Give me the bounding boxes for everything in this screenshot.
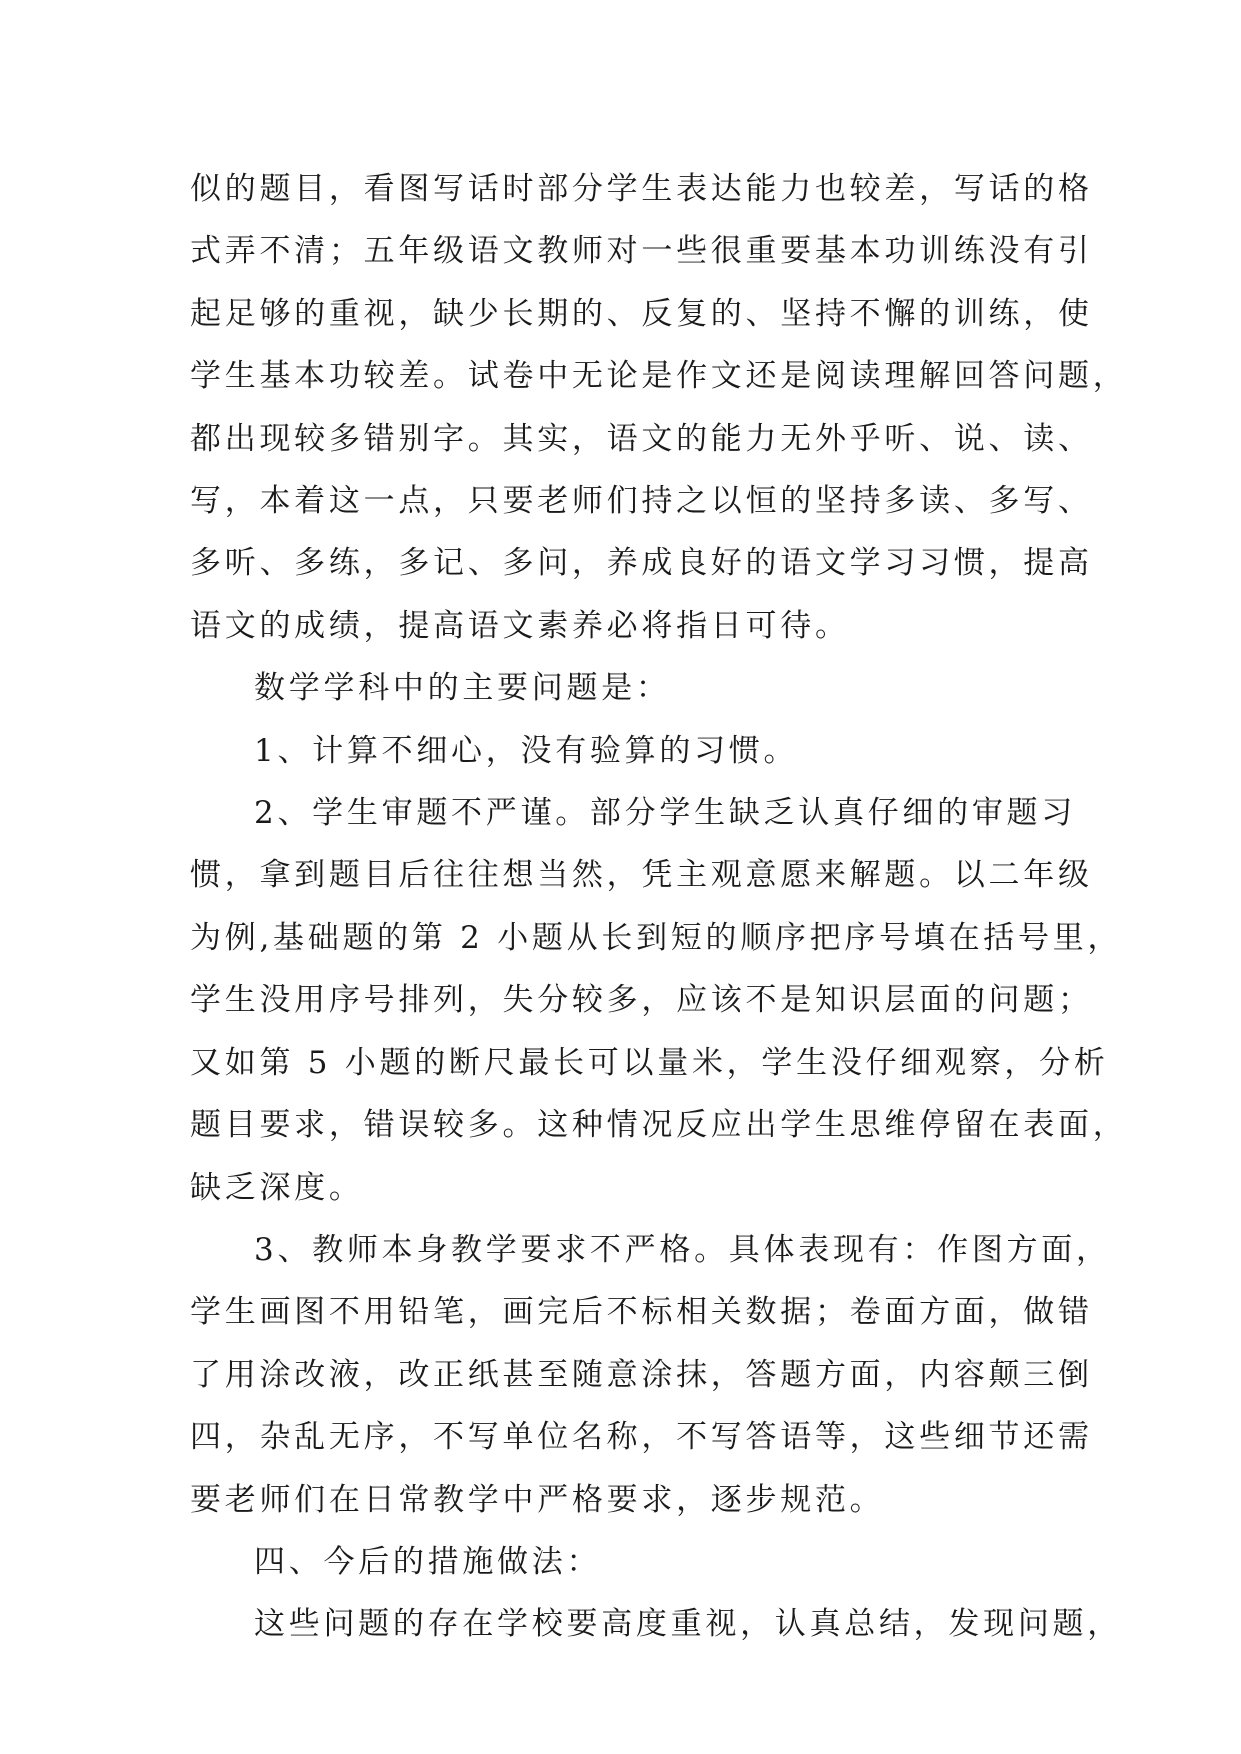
text-line: 语文的成绩，提高语文素养必将指日可待。	[190, 607, 850, 644]
text-line: 四，杂乱无序，不写单位名称，不写答语等，这些细节还需	[190, 1419, 1093, 1456]
paragraph	[190, 158, 1128, 657]
text-line: 为例,基础题的第 2 小题从长到短的顺序把序号填在括号里，	[190, 919, 1123, 956]
text-line: 惯，拿到题目后往往想当然，凭主观意愿来解题。以二年级	[190, 857, 1093, 894]
text-line: 1、计算不细心，没有验算的习惯。	[254, 732, 799, 769]
text-line: 数学学科中的主要问题是：	[254, 670, 671, 707]
text-line: 学生画图不用铅笔，画完后不标相关数据；卷面方面，做错	[190, 1294, 1093, 1331]
text-line: 这些问题的存在学校要高度重视，认真总结，发现问题，	[254, 1606, 1122, 1643]
text-line: 缺乏深度。	[190, 1169, 364, 1206]
text-line: 题目要求，错误较多。这种情况反应出学生思维停留在表面，	[190, 1107, 1128, 1144]
text-line: 四、今后的措施做法：	[254, 1543, 602, 1580]
paragraph	[190, 1219, 1111, 1531]
text-line: 似的题目，看图写话时部分学生表达能力也较差，写话的格	[190, 171, 1093, 207]
paragraph	[190, 782, 1128, 1219]
text-line: 多听、多练，多记、多问，养成良好的语文学习习惯，提高	[190, 545, 1093, 582]
text-line: 要老师们在日常教学中严格要求，逐步规范。	[190, 1481, 885, 1518]
text-line: 起足够的重视，缺少长期的、反复的、坚持不懈的训练，使	[190, 295, 1093, 332]
document-body	[190, 158, 1128, 1656]
text-line: 又如第 5 小题的断尺最长可以量米，学生没仔细观察，分析	[190, 1044, 1109, 1081]
paragraph	[190, 1593, 1122, 1655]
text-line: 学生基本功较差。试卷中无论是作文还是阅读理解回答问题，	[190, 358, 1128, 395]
text-line: 了用涂改液，改正纸甚至随意涂抹，答题方面，内容颠三倒	[190, 1356, 1093, 1393]
text-line: 2、学生审题不严谨。部分学生缺乏认真仔细的审题习	[254, 795, 1077, 832]
text-line: 3、教师本身教学要求不严格。具体表现有：作图方面，	[254, 1231, 1111, 1268]
paragraph	[190, 1531, 1070, 1593]
text-line: 学生没用序号排列，失分较多，应该不是知识层面的问题；	[190, 982, 1093, 1019]
paragraph	[190, 720, 1070, 782]
text-line: 都出现较多错别字。其实，语文的能力无外乎听、说、读、	[190, 420, 1093, 457]
text-line: 式弄不清；五年级语文教师对一些很重要基本功训练没有引	[190, 233, 1093, 270]
paragraph	[190, 657, 1070, 719]
text-line: 写，本着这一点，只要老师们持之以恒的坚持多读、多写、	[190, 483, 1093, 520]
